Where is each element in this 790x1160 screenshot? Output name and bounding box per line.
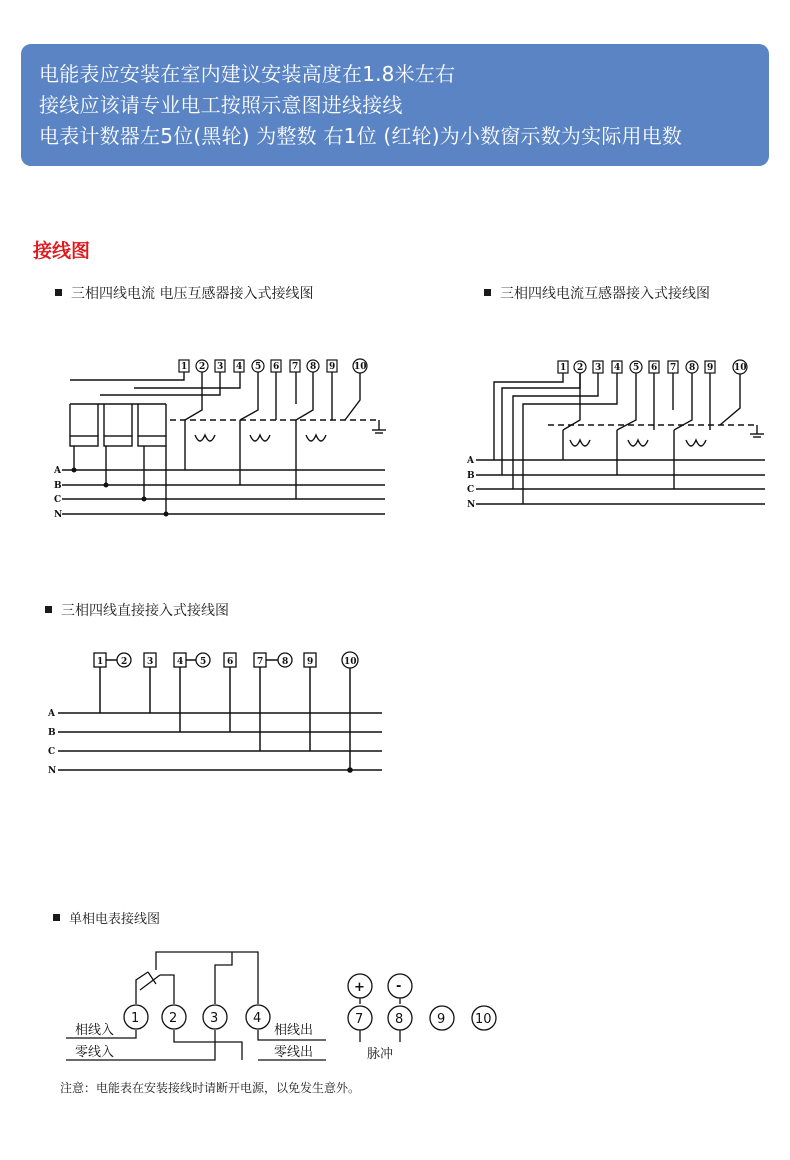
svg-text:A: A bbox=[54, 466, 61, 476]
svg-text:9: 9 bbox=[329, 362, 336, 372]
svg-text:2: 2 bbox=[121, 657, 128, 667]
svg-text:相线入: 相线入 bbox=[75, 1023, 115, 1038]
svg-text:C: C bbox=[48, 747, 56, 757]
svg-text:9: 9 bbox=[307, 657, 314, 667]
svg-text:N: N bbox=[54, 510, 63, 520]
svg-text:10: 10 bbox=[475, 1012, 492, 1027]
svg-text:9: 9 bbox=[707, 363, 714, 373]
diagram-3-caption: 三相四线直接接入式接线图 bbox=[45, 600, 229, 620]
svg-text:A: A bbox=[467, 456, 474, 466]
svg-text:零线入: 零线入 bbox=[75, 1045, 115, 1060]
svg-text:6: 6 bbox=[227, 657, 234, 667]
svg-text:-: - bbox=[396, 979, 402, 994]
svg-text:8: 8 bbox=[282, 657, 289, 667]
svg-text:8: 8 bbox=[689, 363, 696, 373]
svg-text:5: 5 bbox=[255, 362, 262, 372]
svg-text:6: 6 bbox=[651, 363, 658, 373]
svg-text:10: 10 bbox=[354, 362, 367, 372]
banner-line-1: 电能表应安装在室内建议安装高度在1.8米左右 bbox=[39, 62, 456, 86]
svg-text:3: 3 bbox=[217, 362, 224, 372]
svg-text:C: C bbox=[467, 485, 475, 495]
svg-text:9: 9 bbox=[437, 1012, 446, 1027]
diagram-2-caption: 三相四线电流互感器接入式接线图 bbox=[484, 283, 710, 303]
svg-text:10: 10 bbox=[344, 657, 357, 667]
svg-text:相线出: 相线出 bbox=[274, 1023, 314, 1038]
svg-text:2: 2 bbox=[169, 1011, 178, 1026]
diagram-4-caption: 单相电表接线图 bbox=[53, 908, 160, 927]
section-title: 接线图 bbox=[33, 240, 91, 262]
banner-line-3: 电表计数器左5位(黑轮) 为整数 右1位 (红轮)为小数窗示数为实际用电数 bbox=[39, 124, 683, 148]
svg-text:4: 4 bbox=[236, 362, 243, 372]
svg-text:10: 10 bbox=[734, 363, 747, 373]
svg-text:B: B bbox=[467, 471, 475, 481]
svg-text:零线出: 零线出 bbox=[274, 1045, 314, 1060]
svg-text:4: 4 bbox=[253, 1011, 262, 1026]
svg-text:N: N bbox=[48, 766, 57, 776]
svg-text:5: 5 bbox=[200, 657, 207, 667]
svg-text:B: B bbox=[54, 481, 62, 491]
svg-text:1: 1 bbox=[181, 362, 188, 372]
svg-text:脉冲: 脉冲 bbox=[367, 1047, 394, 1062]
svg-text:3: 3 bbox=[595, 363, 602, 373]
svg-text:7: 7 bbox=[670, 363, 677, 373]
svg-text:8: 8 bbox=[310, 362, 317, 372]
svg-text:3: 3 bbox=[147, 657, 154, 667]
svg-text:7: 7 bbox=[355, 1012, 364, 1027]
safety-note: 注意：电能表在安装接线时请断开电源，以免发生意外。 bbox=[60, 1081, 361, 1095]
svg-text:3: 3 bbox=[210, 1011, 219, 1026]
svg-text:7: 7 bbox=[257, 657, 264, 667]
svg-text:6: 6 bbox=[273, 362, 280, 372]
svg-text:4: 4 bbox=[177, 657, 184, 667]
svg-text:8: 8 bbox=[395, 1012, 404, 1027]
svg-text:1: 1 bbox=[97, 657, 104, 667]
svg-text:2: 2 bbox=[577, 363, 584, 373]
svg-text:A: A bbox=[48, 709, 55, 719]
diagram-1-caption: 三相四线电流 电压互感器接入式接线图 bbox=[55, 283, 313, 303]
svg-text:N: N bbox=[467, 500, 476, 510]
svg-text:7: 7 bbox=[292, 362, 299, 372]
svg-text:+: + bbox=[354, 980, 365, 995]
svg-text:C: C bbox=[54, 495, 62, 505]
svg-text:B: B bbox=[48, 728, 56, 738]
svg-text:2: 2 bbox=[199, 362, 206, 372]
svg-text:4: 4 bbox=[614, 363, 621, 373]
svg-text:1: 1 bbox=[131, 1011, 140, 1026]
svg-text:5: 5 bbox=[633, 363, 640, 373]
svg-text:1: 1 bbox=[560, 363, 567, 373]
diagram-4-terminals bbox=[124, 974, 496, 1030]
banner-line-2: 接线应该请专业电工按照示意图进线接线 bbox=[39, 93, 403, 117]
